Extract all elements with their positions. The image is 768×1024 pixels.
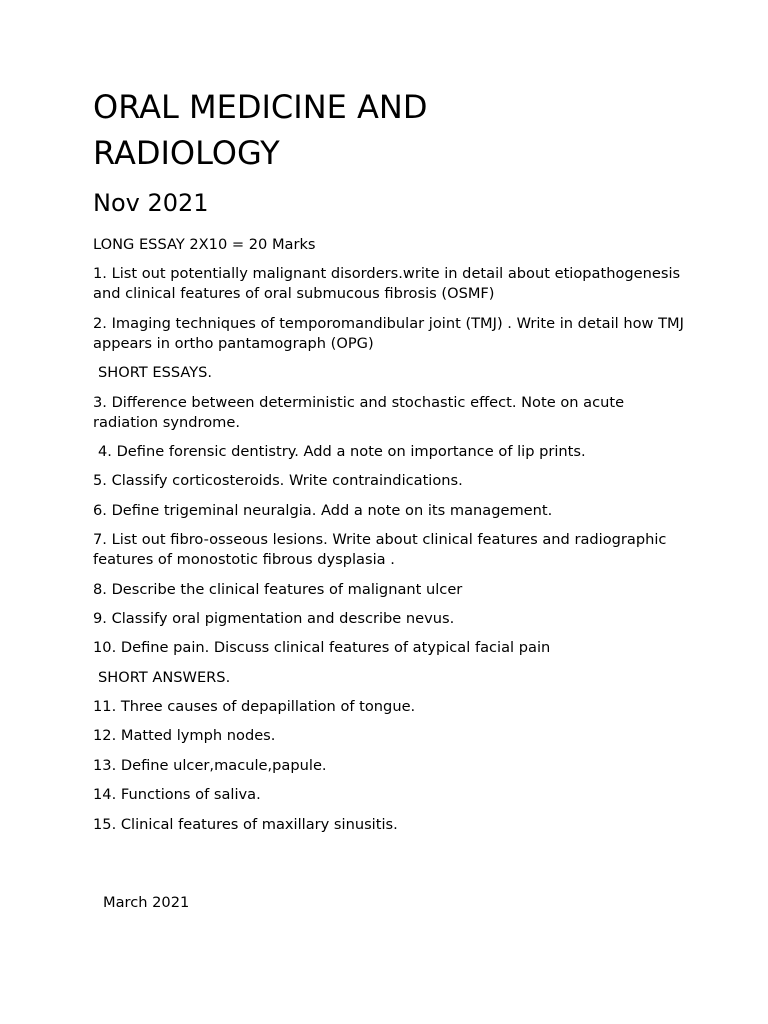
session-heading: Nov 2021 [93,189,209,217]
question-5: 5. Classify corticosteroids. Write contraindications. [93,472,463,490]
question-8: 8. Describe the clinical features of malignant ulcer [93,580,463,598]
long-essay-heading: LONG ESSAY 2X10 = 20 Marks [93,236,316,253]
question-10: 10. Define pain. Discuss clinical features of atypical facial pain [93,639,551,657]
short-essays-heading: SHORT ESSAYS. [98,364,213,382]
document-title [93,84,693,176]
question-14: 14. Functions of saliva. [93,786,261,804]
question-13: 13. Define ulcer,macule,papule. [93,756,327,774]
next-session-heading: March 2021 [103,894,190,911]
document-page [93,84,693,835]
short-answers-heading: SHORT ANSWERS. [98,668,231,686]
question-6: 6. Define trigeminal neuralgia. Add a note on its management. [93,501,553,519]
title-line-1: ORAL MEDICINE AND [93,88,428,126]
question-15: 15. Clinical features of maxillary sinusitis. [93,815,398,833]
question-11: 11. Three causes of depapillation of tongue. [93,698,416,716]
question-4: 4. Define forensic dentistry. Add a note on importance of lip prints. [98,442,586,460]
question-3: 3. Difference between deterministic and stochastic effect. Note on acute radiation syndrome. [93,393,625,431]
question-1: 1. List out potentially malignant disorders.write in detail about etiopathogenesis and clinical features of oral submucous fibrosis (OSMF) [93,265,681,303]
title-line-2: RADIOLOGY [93,134,280,172]
question-12: 12. Matted lymph nodes. [93,727,276,745]
question-7: 7. List out fibro-osseous lesions. Write about clinical features and radiographic features of monostotic fibrous dysplasia . [93,531,667,569]
question-9: 9. Classify oral pigmentation and describe nevus. [93,609,455,627]
question-2: 2. Imaging techniques of temporomandibular joint (TMJ) . Write in detail how TMJ appears in ortho pantamograph (OPG) [93,314,684,352]
